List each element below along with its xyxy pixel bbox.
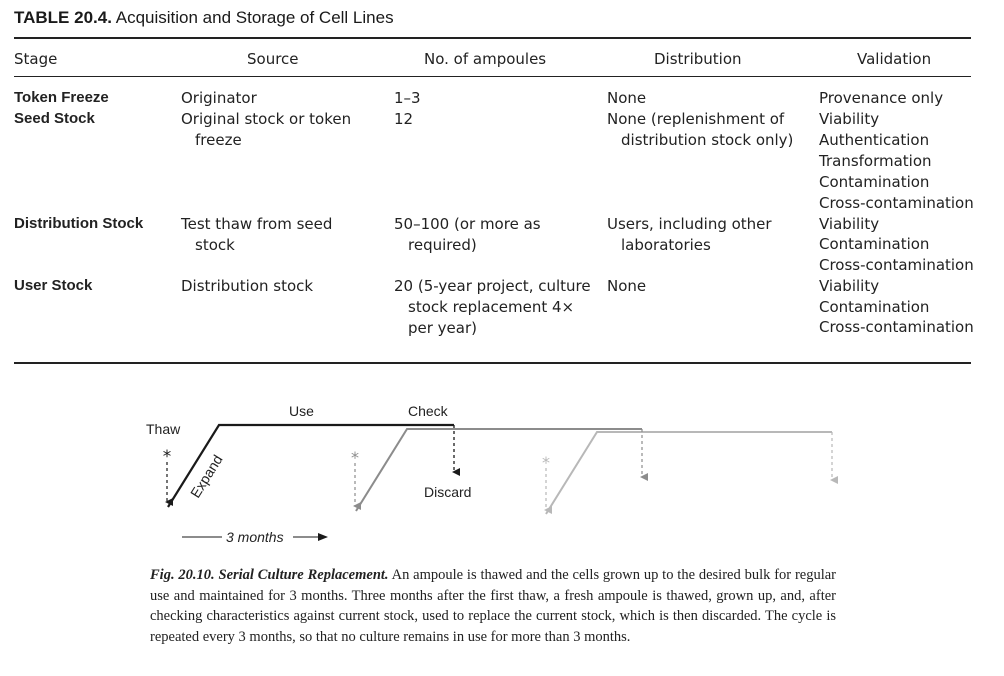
table-title: Acquisition and Storage of Cell Lines	[115, 8, 394, 27]
row-1-validation-1: Provenance only	[819, 89, 944, 107]
cycle-3-thaw-asterisk: *	[542, 453, 550, 472]
header-ampoules: No. of ampoules	[424, 50, 547, 68]
row-4-validation-1: Viability	[819, 277, 880, 295]
header-distribution: Distribution	[654, 50, 742, 68]
row-3-distribution: Users, including other laboratories	[607, 215, 772, 254]
row-1-distribution: None	[607, 89, 647, 107]
row-1-stage: Token Freeze	[14, 89, 109, 106]
duration-label: 3 months	[226, 529, 284, 545]
use-label: Use	[289, 403, 314, 419]
row-3-validation-1: Viability	[819, 215, 880, 233]
thaw-label: Thaw	[146, 421, 181, 437]
row-3-source: Test thaw from seed stock	[181, 215, 333, 254]
expand-label: Expand	[186, 451, 226, 501]
cycle-3-growth-line	[546, 432, 832, 514]
row-4-validation-3: Cross-contamination	[819, 318, 974, 336]
table-number: TABLE 20.4.	[14, 8, 112, 27]
row-2-validation-5: Cross-contamination	[819, 194, 974, 212]
header-source: Source	[247, 50, 299, 68]
cycle-2-growth-line	[356, 429, 642, 511]
row-4-source: Distribution stock	[181, 277, 314, 295]
check-label: Check	[408, 403, 448, 419]
row-2-validation-4: Contamination	[819, 173, 930, 191]
cycle-2-thaw-asterisk: *	[351, 448, 359, 467]
row-4-ampoules: 20 (5-year project, culture stock replacement 4× per year)	[394, 277, 591, 337]
table-bottom-rule	[14, 362, 971, 364]
discard-label: Discard	[424, 484, 472, 500]
cycle-1-thaw-asterisk: *	[162, 447, 172, 467]
row-3-validation-3: Cross-contamination	[819, 256, 974, 274]
serial-culture-diagram	[0, 400, 1004, 560]
row-2-source: Original stock or token freeze	[181, 110, 352, 149]
row-1-source: Originator	[181, 89, 257, 107]
row-1-ampoules: 1–3	[394, 89, 421, 107]
figure-caption-text: An ampoule is thawed and the cells grown up to the desired bulk for regular use and maintained for 3 months. Three months after the first thaw, a fresh ampoule is thawed, grown up, and, after checking characteristics against current stock, used to replace the current stock, which is then discarded. The cycle is repeated every 3 months, so that no culture remains in use for more than 3 months.	[150, 567, 837, 645]
table-caption	[14, 8, 394, 28]
row-2-ampoules: 12	[394, 110, 414, 128]
row-2-validation-3: Transformation	[819, 152, 932, 170]
header-rule	[14, 76, 971, 77]
row-3-validation-2: Contamination	[819, 235, 930, 253]
cycle-2	[351, 429, 642, 511]
cycle-3	[542, 432, 832, 514]
row-2-stage: Seed Stock	[14, 110, 95, 127]
row-2-distribution: None (replenishment of distribution stock only)	[607, 110, 794, 149]
header-stage: Stage	[14, 50, 58, 68]
row-2-validation-2: Authentication	[819, 131, 930, 149]
figure-caption-label: Fig. 20.10. Serial Culture Replacement.	[150, 567, 389, 583]
table-top-rule	[14, 37, 971, 39]
row-3-stage: Distribution Stock	[14, 215, 144, 232]
row-4-distribution: None	[607, 277, 647, 295]
header-validation: Validation	[857, 50, 932, 68]
row-4-validation-2: Contamination	[819, 298, 930, 316]
row-3-ampoules: 50–100 (or more as required)	[394, 215, 541, 254]
row-4-stage: User Stock	[14, 277, 93, 294]
row-2-validation-1: Viability	[819, 110, 880, 128]
figure-caption	[150, 565, 836, 647]
